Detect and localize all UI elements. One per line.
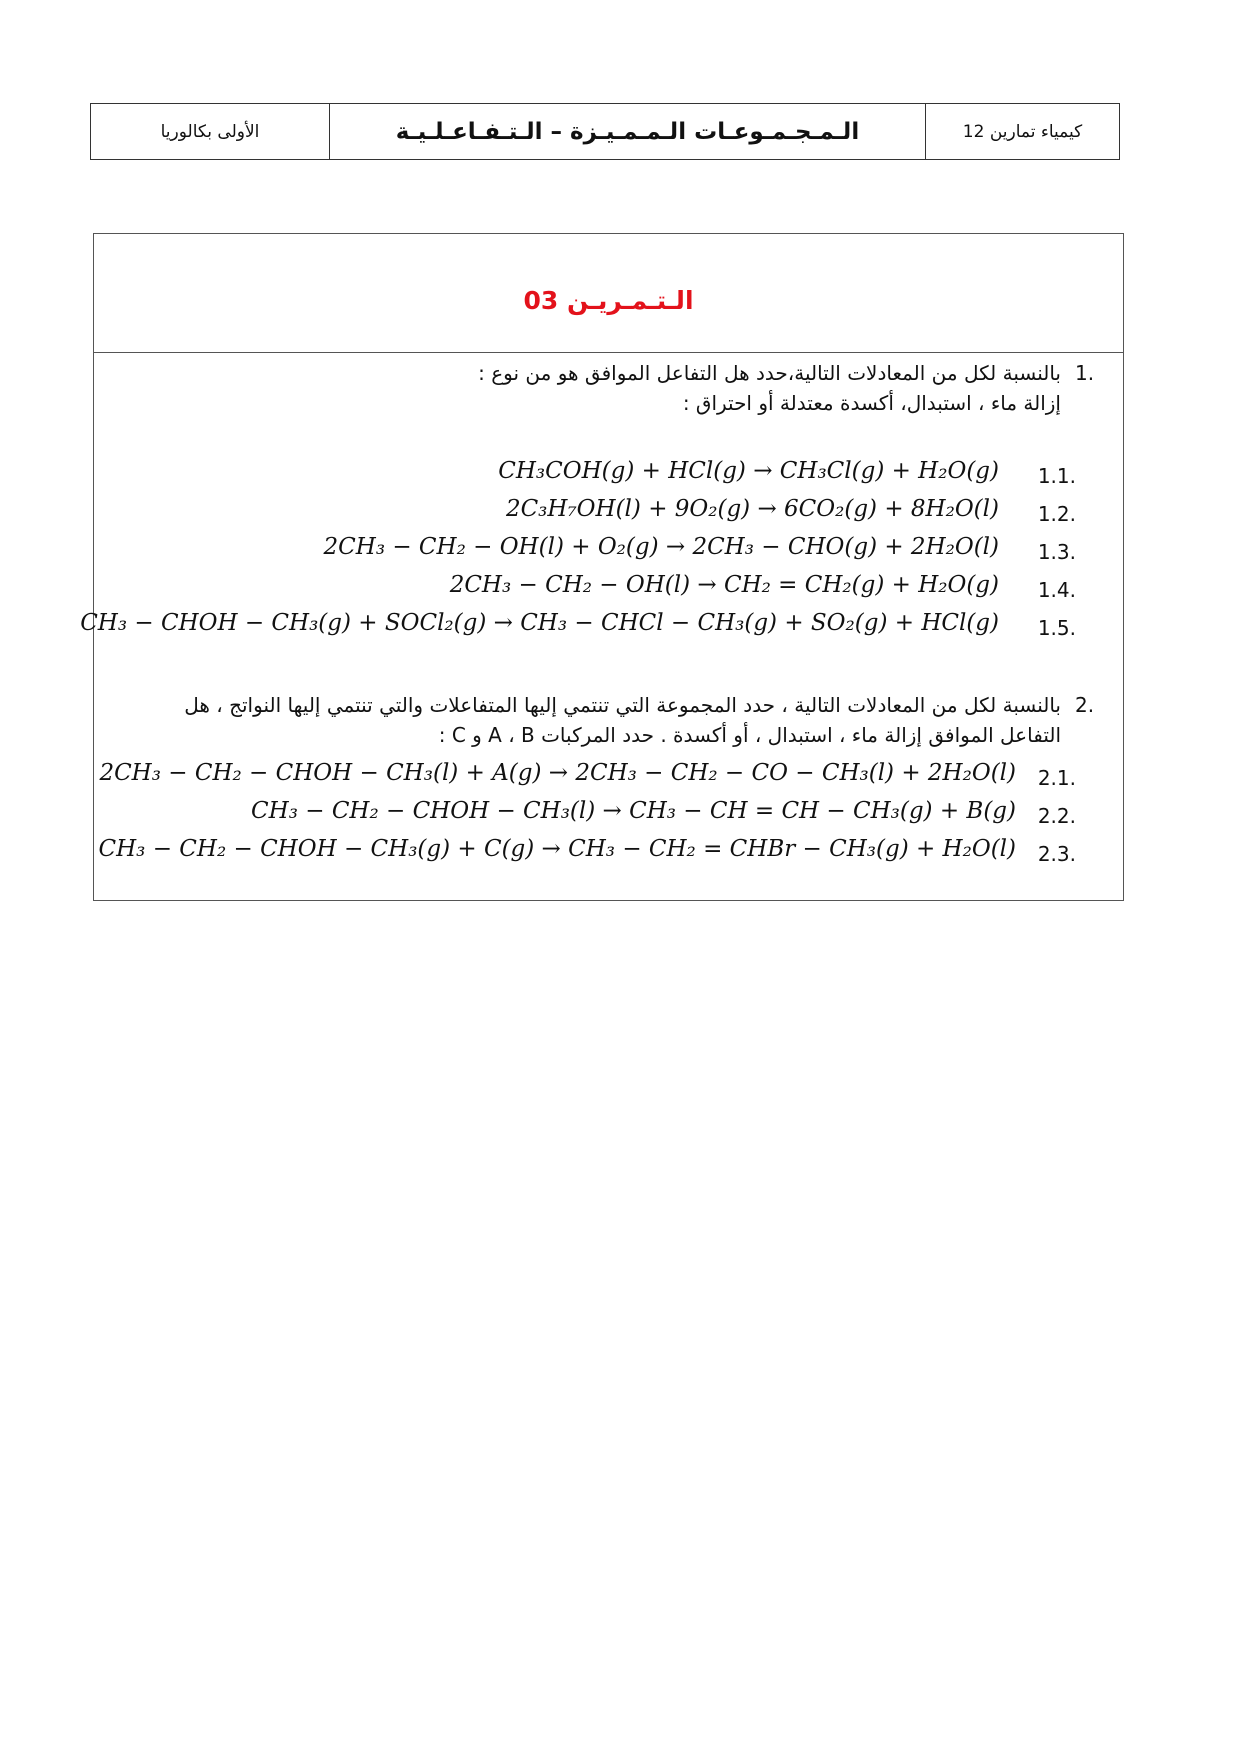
equation-label: 1.1. <box>1037 464 1076 488</box>
equation-label: 1.3. <box>1037 540 1076 564</box>
question-1 <box>113 358 1113 418</box>
exercise-header <box>94 234 1123 353</box>
equation-row <box>92 572 1123 608</box>
question-line: التفاعل الموافق إزالة ماء ، استبدال ، أو أكسدة . حدد المركبات A ، B و C : <box>438 723 1061 747</box>
chemical-equation: 2C₃H₇OH(l) + 9O₂(g) → 6CO₂(g) + 8H₂O(l) <box>505 496 999 522</box>
equation-row <box>92 798 1123 834</box>
exercise-box <box>80 233 1124 901</box>
question-line: بالنسبة لكل من المعادلات التالية ، حدد المجموعة التي تنتمي إليها المتفاعلات والتي تنتمي إليها النواتج ، هل <box>184 693 1061 717</box>
question-line: إزالة ماء ، استبدال، أكسدة معتدلة أو احتراق : <box>682 391 1061 415</box>
header-level: الأولى بكالوريا <box>160 121 260 142</box>
equation-row <box>92 458 1123 494</box>
question-line: بالنسبة لكل من المعادلات التالية،حدد هل التفاعل الموافق هو من نوع : <box>478 361 1061 385</box>
exercise-title: الـتـمـريـن 03 <box>523 285 694 315</box>
chemical-equation: 2CH₃ − CH₂ − OH(l) → CH₂ = CH₂(g) + H₂O(g) <box>449 572 999 598</box>
chemical-equation: CH₃ − CH₂ − CHOH − CH₃(l) → CH₃ − CH = CH − CH₃(g) + B(g) <box>251 798 1016 824</box>
question-number: 1. <box>1075 361 1095 385</box>
chemical-equation: 2CH₃ − CH₂ − CHOH − CH₃(l) + A(g) → 2CH₃ − CH₂ − CO − CH₃(l) + 2H₂O(l) <box>99 760 1016 786</box>
chemical-equation: CH₃COH(g) + HCl(g) → CH₃Cl(g) + H₂O(g) <box>498 458 999 484</box>
header-table <box>90 103 1120 160</box>
equation-label: 2.3. <box>1037 842 1076 866</box>
question-text <box>113 358 1061 418</box>
header-subject: كيمياء تمارين 12 <box>925 104 1119 159</box>
equation-row <box>92 534 1123 570</box>
equation-label: 2.2. <box>1037 804 1076 828</box>
header-lesson-title: الـمـجـمـوعـات الـمـمـيـزة – الـتـفـاعـلـيـة <box>329 104 925 159</box>
equation-label: 2.1. <box>1037 766 1076 790</box>
question-number: 2. <box>1075 693 1095 717</box>
chemical-equation: CH₃ − CH₂ − CHOH − CH₃(g) + C(g) → CH₃ − CH₂ = CHBr − CH₃(g) + H₂O(l) <box>98 836 1016 862</box>
equation-label: 1.4. <box>1037 578 1076 602</box>
question-text <box>113 690 1061 750</box>
question-2 <box>113 690 1113 750</box>
equation-row <box>92 836 1123 872</box>
equation-row <box>80 610 1123 646</box>
equation-label: 1.2. <box>1037 502 1076 526</box>
chemical-equation: 2CH₃ − CH₂ − OH(l) + O₂(g) → 2CH₃ − CHO(g) + 2H₂O(l) <box>323 534 999 560</box>
equation-row <box>92 760 1123 796</box>
equation-label: 1.5. <box>1037 616 1076 640</box>
equation-row <box>92 496 1123 532</box>
chemical-equation: CH₃ − CHOH − CH₃(g) + SOCl₂(g) → CH₃ − CHCl − CH₃(g) + SO₂(g) + HCl(g) <box>80 610 999 636</box>
